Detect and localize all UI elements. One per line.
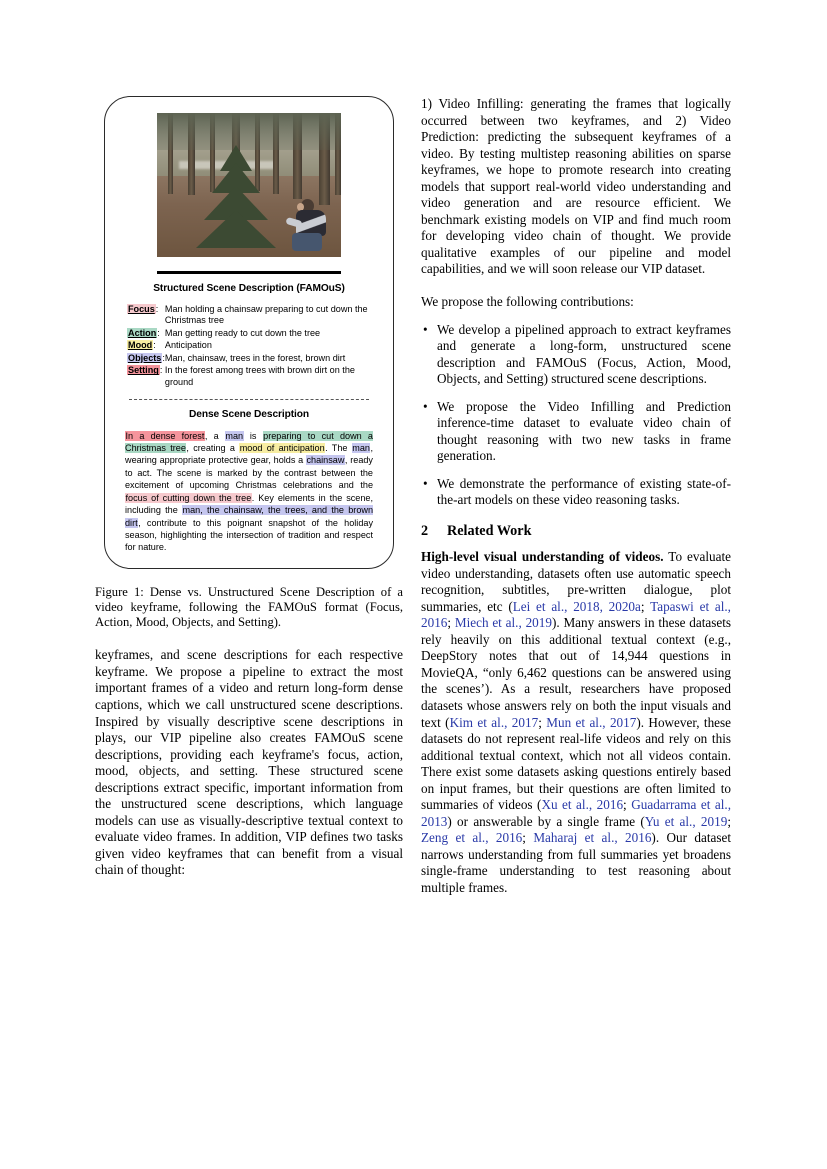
related-work-text: ; — [640, 598, 651, 614]
forest-keyframe-image — [157, 113, 341, 257]
contribution-item: • We develop a pipelined approach to extract keyframes and generate a long-form, unstructured scene description and FAMOuS (Focus, Action, Mood, Objects, and Setting) structured scene descriptions. — [435, 322, 731, 388]
dense-plain-span: , ready to act. The scene is marked by the contrast between the excitement of upcoming Christmas celebrations and the — [125, 455, 373, 491]
citation-link[interactable]: Zeng et al., 2016 — [421, 830, 523, 846]
related-work-text: ; — [623, 797, 632, 813]
citation-link[interactable]: Guadarrama et al., 2013 — [421, 797, 732, 829]
famous-row-value: Man getting ready to cut down the tree — [164, 327, 321, 338]
citation-link[interactable]: Tapaswi et al., 2016 — [421, 598, 731, 631]
dense-plain-span: , creating a — [186, 443, 240, 454]
famous-row-label: Setting: — [128, 365, 163, 376]
famous-row-value: Anticipation — [164, 340, 212, 351]
famous-row-value: Man holding a chainsaw preparing to cut down the Christmas tree — [164, 303, 368, 326]
related-work-body — [421, 549, 731, 895]
famous-row-value: In the forest among trees with brown dirt on the ground — [164, 365, 355, 388]
dense-highlight-span: focus of cutting down the tree — [125, 492, 252, 503]
famous-row-value: Man, chainsaw, trees in the forest, brown dirt — [164, 352, 346, 363]
related-work-text: ) or answerable by a single frame ( — [447, 813, 645, 829]
section-divider — [129, 399, 369, 400]
famous-label-highlight: Objects — [128, 352, 162, 363]
dense-highlight-span: man — [225, 430, 244, 441]
famous-row — [127, 328, 385, 341]
related-work-paragraph — [421, 549, 731, 896]
dense-scene-paragraph — [125, 430, 373, 554]
figure-1-box — [104, 96, 394, 569]
citation-link[interactable]: Xu et al., 2016 — [541, 797, 624, 813]
famous-row-label: Action: — [128, 327, 160, 338]
related-work-text: ). However, these datasets do not represent real-life videos and rely on this additional textual context, which not all videos contain. There exist some datasets asking questions entirely based on input frames, but their questions are often limited to summaries of videos ( — [421, 714, 732, 813]
related-work-text: ; — [522, 830, 534, 846]
citation-link[interactable]: Kim et al., 2017 — [449, 714, 539, 730]
dense-plain-span: , a — [204, 430, 225, 441]
related-work-text: ; — [538, 714, 547, 730]
famous-row — [127, 353, 385, 366]
citation-link[interactable]: Lei et al., 2018, 2020a — [512, 598, 641, 614]
dense-highlight-span: In a dense forest — [125, 430, 205, 441]
left-paragraph: keyframes, and scene descriptions for each respective keyframe. We propose a pipeline to extract the most important frames of a video and return long-form dense captions, which we call unstructured scene descriptions. Inspired by visually descriptive scene descriptions in plays, our VIP pipeline also creates FAMOuS scene descriptions, providing each keyframe's focus, action, mood, objects, and setting. These structured scene descriptions extract specific, important information from the unstructured scene descriptions, which language models can use as visually-descriptive textual context to evaluate video frames. In addition, VIP defines two tasks given video keyframes that can benefit from a visual chain of thought: — [95, 647, 403, 878]
famous-label-highlight: Focus — [128, 303, 155, 314]
christmas-tree — [194, 145, 279, 249]
famous-label-highlight: Setting — [128, 365, 159, 376]
structured-scene-heading: Structured Scene Description (FAMOuS) — [153, 282, 345, 294]
dense-plain-span: , wearing appropriate protective gear, holds a — [125, 443, 373, 466]
tree-branch-level — [196, 210, 276, 248]
related-work-text: ). Many answers in these datasets rely heavily on this additional textual context (e.g., DeepStory notes that out of 14,944 questions in MovieQA, “only 6,462 questions can be answered using the scenes’). As a result, researchers have proposed datasets whose answers rely on both the input visuals and text ( — [421, 615, 731, 730]
subsection-lead: High-level visual understanding of videos. — [421, 549, 664, 565]
left-body-text — [95, 647, 403, 879]
section-title: Related Work — [447, 523, 532, 540]
famous-row — [127, 365, 385, 389]
person-legs — [292, 233, 322, 251]
intro-paragraph: 1) Video Infilling: generating the frames that logically occurred between two keyframes, and 2) Video Prediction: predicting the subsequent keyframes of a video. By testing multistep reasoning abilities on sparse keyframes, we hope to promote research into creating models that support real-world video understanding and video generation and are resource efficient. We benchmark existing models on VIP and find much room for developing video chain of thought. We provide qualitative examples of our pipeline and model capabilities, and we will soon release our VIP dataset. — [421, 96, 731, 277]
dense-highlight-span: man, the chainsaw, the trees, and the brown dirt — [125, 505, 373, 528]
famous-table — [127, 304, 385, 390]
section-heading-related-work — [421, 523, 731, 540]
dense-highlight-span: chainsaw — [306, 455, 345, 466]
dense-highlight-span: mood of anticipation — [239, 443, 325, 454]
contributions-lead: We propose the following contributions: — [421, 294, 634, 310]
figure-caption: Figure 1: Dense vs. Unstructured Scene Description of a video keyframe, following the FAMOuS format (Focus, Action, Mood, Objects, and Setting). — [95, 584, 403, 630]
famous-label-highlight: Action — [128, 327, 157, 338]
citation-link[interactable]: Miech et al., 2019 — [454, 615, 552, 631]
related-work-text: ; — [727, 813, 731, 829]
dense-highlight-span: preparing to cut down a Christmas tree — [125, 430, 373, 454]
citation-link[interactable]: Yu et al., 2019 — [644, 813, 728, 829]
related-work-text: To evaluate video understanding, datasets often use automatic speech recognition, subtitles, pre-written dialogue, plot summaries, etc ( — [421, 549, 731, 614]
dense-plain-span: , contribute to this poignant snapshot of the holiday season, highlighting the intersection of tradition and respect for nature. — [125, 517, 373, 553]
person-figure — [286, 199, 330, 251]
section-number: 2 — [421, 523, 429, 540]
famous-label-highlight: Mood — [128, 340, 153, 351]
famous-row-label: Mood: — [128, 340, 156, 351]
left-column — [95, 96, 403, 879]
contribution-item: • We propose the Video Infilling and Prediction inference-time dataset to evaluate video chain of thought reasoning with two new tasks in frame generation. — [435, 399, 731, 465]
contributions-list — [421, 322, 731, 509]
famous-table-body — [127, 304, 385, 390]
famous-row — [127, 304, 385, 328]
dense-plain-span: is — [243, 430, 263, 441]
right-column — [421, 96, 731, 897]
citation-link[interactable]: Mun et al., 2017 — [546, 714, 637, 730]
famous-row — [127, 340, 385, 353]
dense-plain-span: . The — [325, 443, 352, 454]
keyframe-container — [113, 111, 385, 274]
related-work-text: ). Our dataset narrows understanding from full summaries yet broadens single-frame understanding to test reasoning about multiple frames. — [421, 830, 731, 895]
dense-highlight-span: man — [352, 443, 370, 454]
contribution-item: • We demonstrate the performance of existing state-of-the-art models on these video reasoning tasks. — [435, 476, 731, 509]
dense-plain-span: . Key elements in the scene, including the — [125, 492, 373, 516]
related-work-text: ; — [447, 615, 455, 631]
dense-scene-heading: Dense Scene Description — [189, 408, 309, 420]
famous-row-label: Objects: — [128, 352, 165, 363]
famous-row-label: Focus: — [128, 303, 159, 314]
image-underline-rule — [157, 271, 341, 274]
citation-link[interactable]: Maharaj et al., 2016 — [533, 830, 652, 846]
